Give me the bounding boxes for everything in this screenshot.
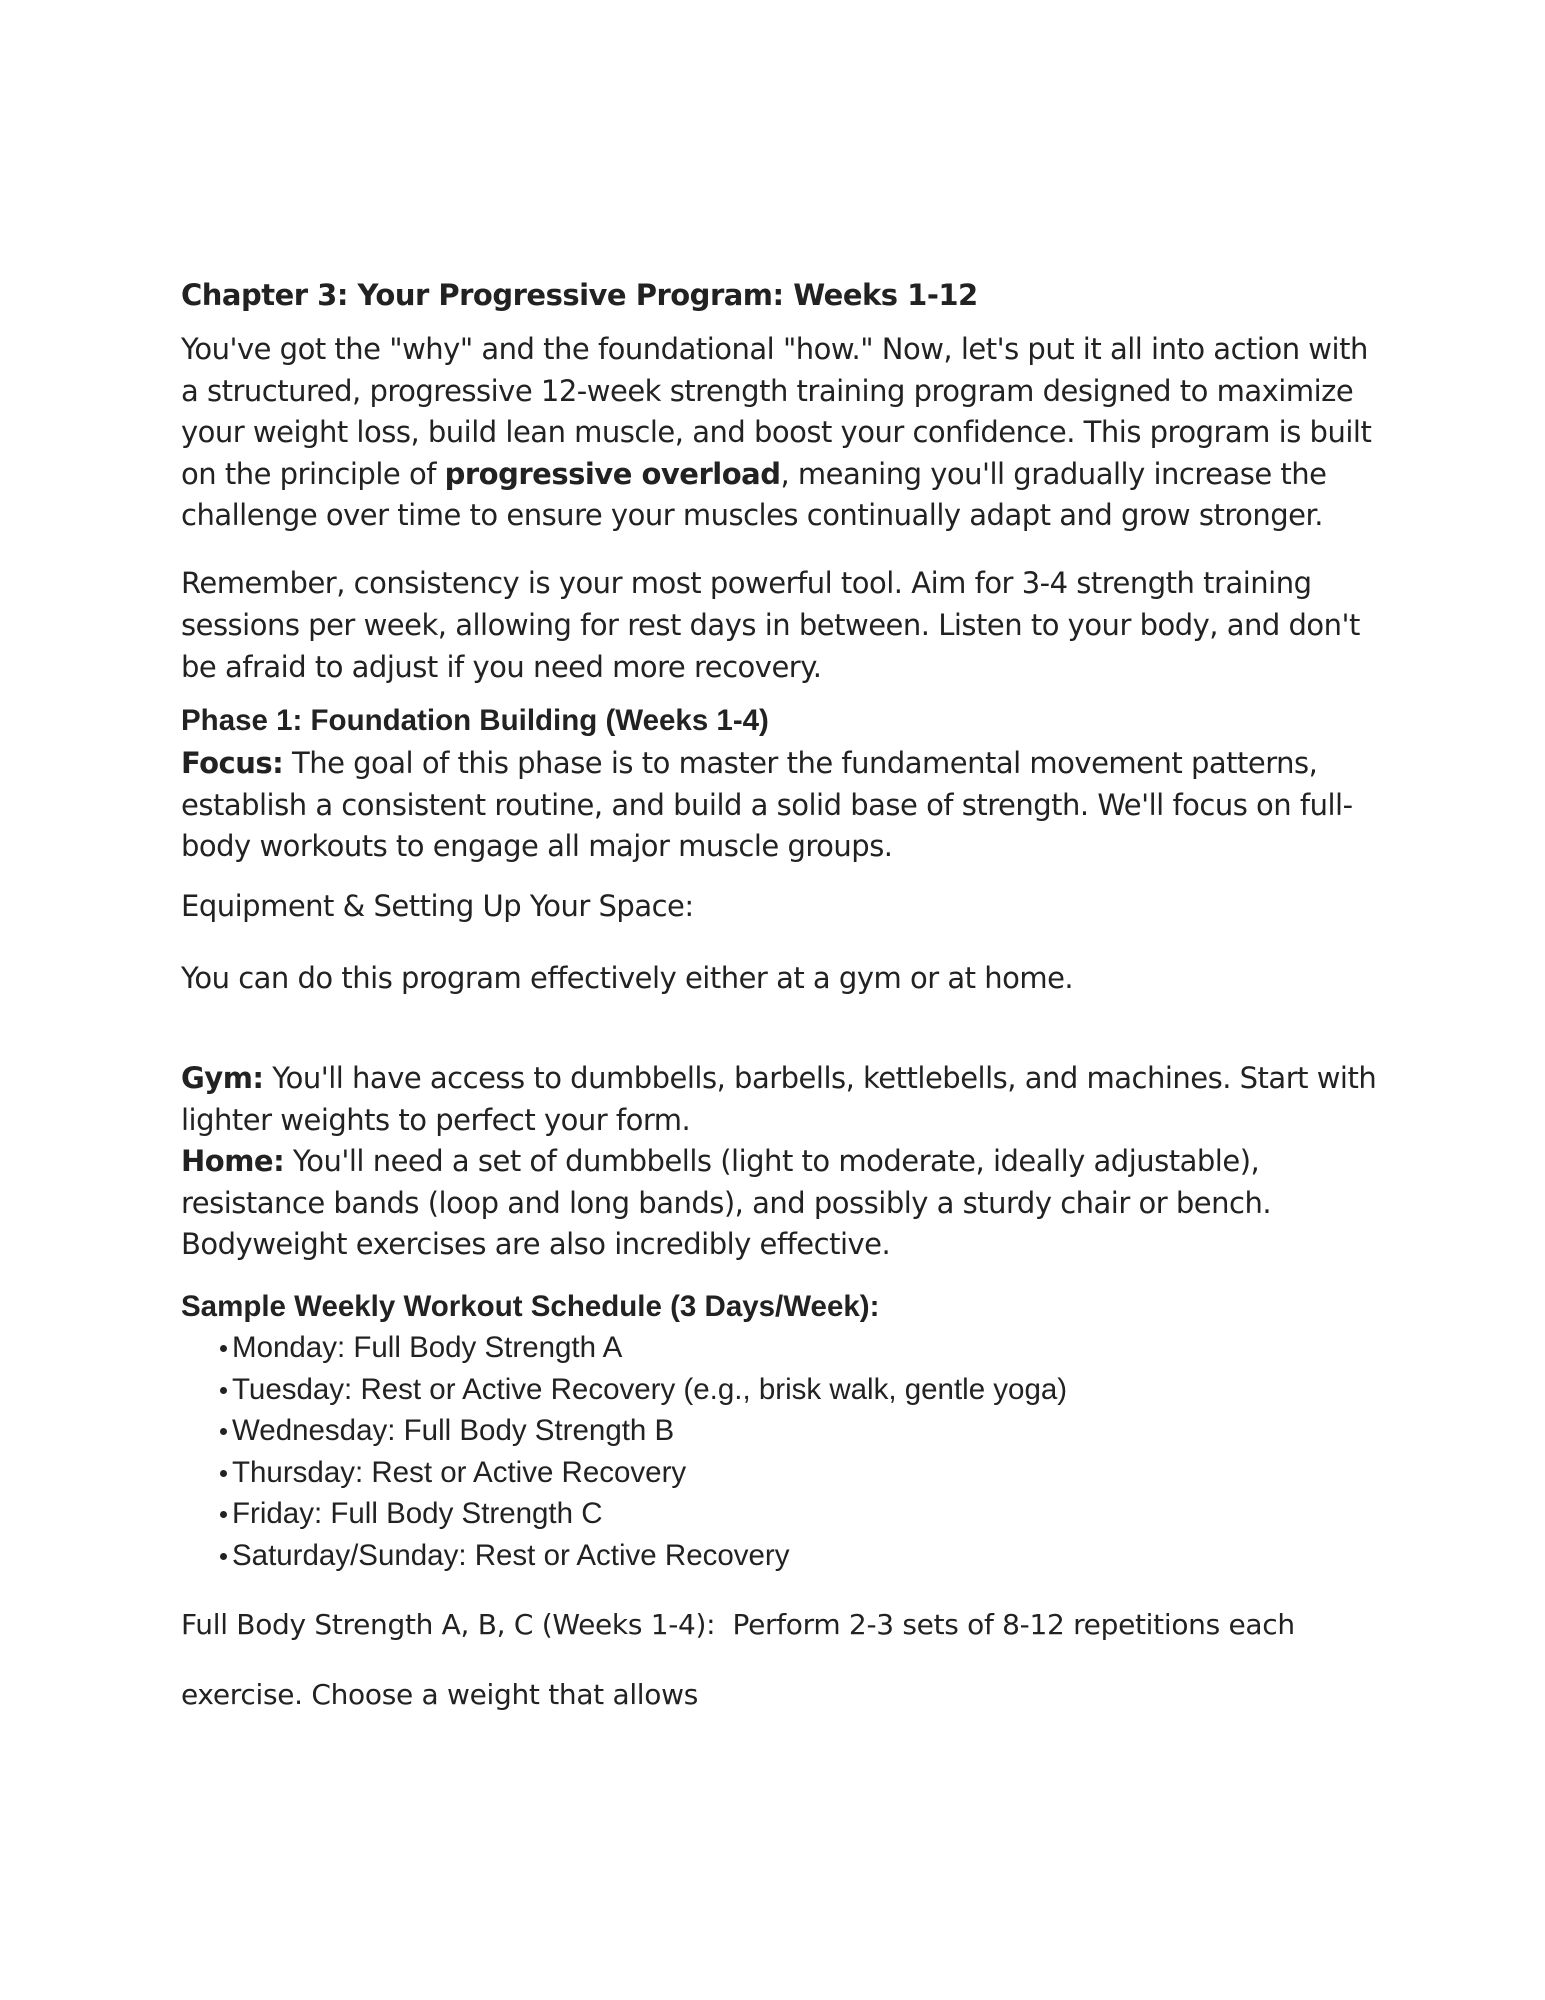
home-label: Home: <box>181 1144 285 1178</box>
list-item: Thursday: Rest or Active Recovery <box>181 1452 1067 1494</box>
bullet-icon <box>220 1553 227 1560</box>
gym-label: Gym: <box>181 1061 264 1095</box>
chapter-title: Chapter 3: Your Progressive Program: Weeks 1-12 <box>181 278 978 312</box>
focus-text: The goal of this phase is to master the fundamental movement patterns, establish a consistent routine, and build a solid base of strength. We'll focus on full-body workouts to engage all major muscle groups. <box>181 746 1353 863</box>
bullet-icon <box>220 1470 227 1477</box>
intro-text-end: , meaning you'll gradually increase the challenge over time to ensure your muscles continually adapt and grow stronger. <box>181 456 1327 532</box>
focus-paragraph <box>181 743 1381 868</box>
progressive-overload-term: progressive overload <box>444 456 781 491</box>
list-item: Tuesday: Rest or Active Recovery (e.g., brisk walk, gentle yoga) <box>181 1369 1067 1411</box>
gym-text: You'll have access to dumbbells, barbells, kettlebells, and machines. Start with lighter weights to perfect your form. <box>181 1061 1377 1137</box>
reminder-paragraph: Remember, consistency is your most powerful tool. Aim for 3-4 strength training sessions per week, allowing for rest days in between. Listen to your body, and don't be afraid to adjust if you need more recovery. <box>181 566 1360 684</box>
intro-paragraph <box>181 329 1381 537</box>
bullet-icon <box>220 1511 227 1518</box>
equipment-title: Equipment & Setting Up Your Space: <box>181 889 694 923</box>
full-body-line-1: Full Body Strength A, B, C (Weeks 1-4): Perform 2-3 sets of 8-12 repetitions each <box>181 1608 1295 1641</box>
equipment-intro: You can do this program effectively either at a gym or at home. <box>181 961 1074 995</box>
focus-label: Focus: <box>181 746 284 780</box>
home-paragraph <box>181 1141 1381 1266</box>
intro-text-start: You've got the "why" and the foundational "how." Now, let's put it all into action with a structured, progressive 12-week strength training program designed to maximize your weight loss, build lean muscle, and boost your confidence. This program is built on the principle of <box>181 332 1372 491</box>
list-item: Wednesday: Full Body Strength B <box>181 1410 1067 1452</box>
bullet-icon <box>220 1345 227 1352</box>
phase1-title: Phase 1: Foundation Building (Weeks 1-4) <box>181 704 769 737</box>
bullet-icon <box>220 1387 227 1394</box>
bullet-icon <box>220 1428 227 1435</box>
schedule-list <box>181 1327 1067 1576</box>
list-item: Saturday/Sunday: Rest or Active Recovery <box>181 1535 1067 1577</box>
home-text: You'll need a set of dumbbells (light to moderate, ideally adjustable), resistance bands (loop and long bands), and possibly a sturdy chair or bench. Bodyweight exercises are also incredibly effective. <box>181 1144 1272 1261</box>
gym-paragraph <box>181 1058 1381 1141</box>
list-item: Friday: Full Body Strength C <box>181 1493 1067 1535</box>
full-body-line-2: exercise. Choose a weight that allows <box>181 1678 698 1711</box>
schedule-title: Sample Weekly Workout Schedule (3 Days/Week): <box>181 1290 880 1323</box>
list-item: Monday: Full Body Strength A <box>181 1327 1067 1369</box>
